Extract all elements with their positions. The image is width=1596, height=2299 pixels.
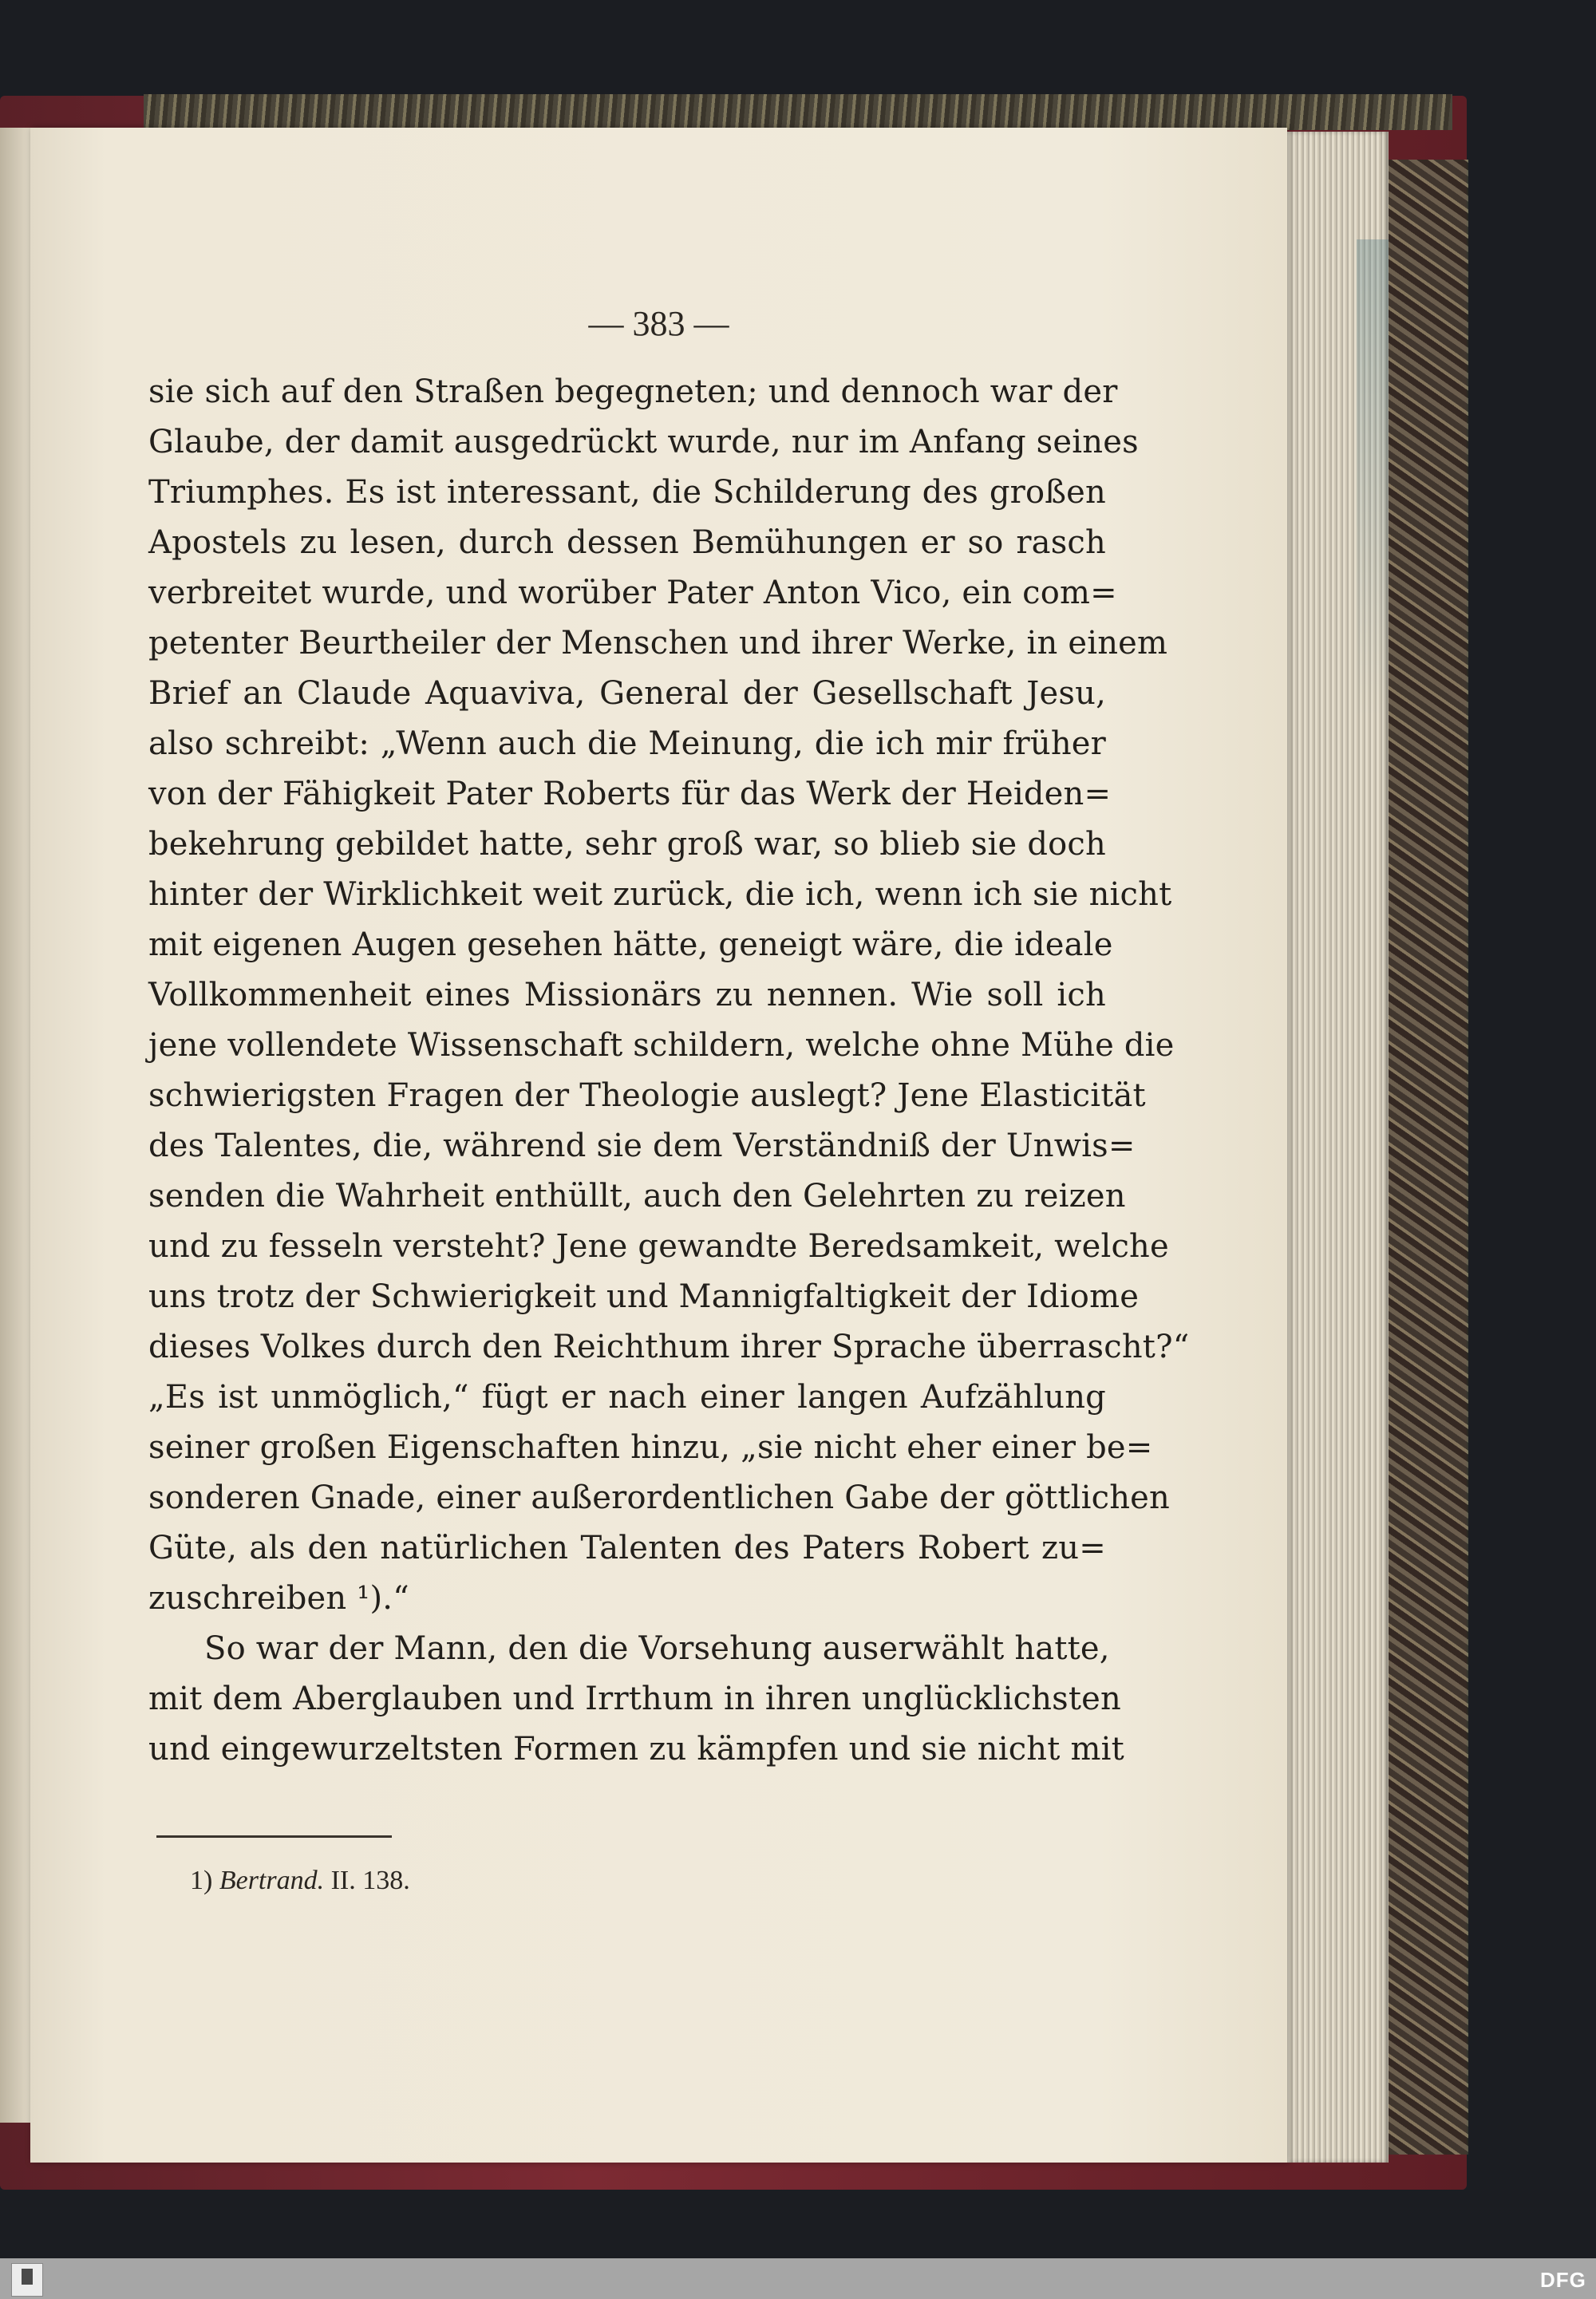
text-line: senden die Wahrheit enthüllt, auch den Gelehrten zu reizen — [148, 1178, 1126, 1215]
text-line: dieses Volkes durch den Reichthum ihrer Sprache überrascht?“ — [148, 1329, 1190, 1365]
body-text — [148, 367, 1190, 1775]
text-line: „Es ist unmöglich,“ fügt er nach einer langen Aufzählung — [148, 1379, 1106, 1416]
page-stack-tint — [1357, 239, 1389, 718]
text-line: sie sich auf den Straßen begegneten; und dennoch war der — [148, 373, 1118, 410]
footnote-marker: 1) — [190, 1866, 213, 1895]
text-line: und zu fesseln versteht? Jene gewandte Beredsamkeit, welche — [148, 1228, 1169, 1265]
text-line: petenter Beurtheiler der Menschen und ihrer Werke, in einem — [148, 625, 1168, 662]
text-line: seiner großen Eigenschaften hinzu, „sie nicht eher einer be= — [148, 1429, 1153, 1466]
book-cover-top-edge — [144, 94, 1452, 130]
text-line: jene vollendete Wissenschaft schildern, welche ohne Mühe die — [148, 1027, 1175, 1064]
page-number: — 383 — — [588, 304, 729, 343]
text-line: Güte, als den natürlichen Talenten des Paters Robert zu= — [148, 1530, 1106, 1566]
text-line: hinter der Wirklichkeit weit zurück, die ich, wenn ich sie nicht — [148, 876, 1172, 913]
text-line: Brief an Claude Aquaviva, General der Gesellschaft Jesu, — [148, 675, 1106, 712]
footnote-rule — [156, 1835, 392, 1838]
footnote-author: Bertrand. — [219, 1866, 325, 1895]
dfg-logo: DFG — [1540, 2268, 1586, 2292]
text-line: also schreibt: „Wenn auch die Meinung, die ich mir früher — [148, 725, 1106, 762]
book-page — [30, 128, 1287, 2163]
text-line: mit dem Aberglauben und Irrthum in ihren unglücklichsten — [148, 1681, 1122, 1717]
library-logo-icon — [11, 2263, 43, 2297]
marbled-edge — [1389, 160, 1468, 2155]
text-line: verbreitet wurde, und worüber Pater Anton Vico, ein com= — [148, 575, 1117, 611]
text-line: Apostels zu lesen, durch dessen Bemühungen er so rasch — [148, 524, 1106, 561]
text-line: Triumphes. Es ist interessant, die Schilderung des großen — [148, 474, 1106, 511]
text-line: von der Fähigkeit Pater Roberts für das Werk der Heiden= — [148, 776, 1112, 812]
text-line: Glaube, der damit ausgedrückt wurde, nur im Anfang seines — [148, 424, 1139, 460]
text-line: und eingewurzeltsten Formen zu kämpfen und sie nicht mit — [148, 1731, 1124, 1768]
text-line: bekehrung gebildet hatte, sehr groß war, so blieb sie doch — [148, 826, 1106, 863]
text-line: sonderen Gnade, einer außerordentlichen Gabe der göttlichen — [148, 1479, 1170, 1516]
text-line: zuschreiben ¹).“ — [148, 1580, 409, 1617]
footer-bar — [0, 2258, 1596, 2299]
text-line: So war der Mann, den die Vorsehung auserwählt hatte, — [204, 1630, 1110, 1667]
text-line: des Talentes, die, während sie dem Verständniß der Unwis= — [148, 1128, 1136, 1164]
text-line: schwierigsten Fragen der Theologie auslegt? Jene Elasticität — [148, 1077, 1146, 1114]
text-line: mit eigenen Augen gesehen hätte, geneigt wäre, die ideale — [148, 926, 1113, 963]
footnote — [190, 1866, 410, 1896]
text-line: Vollkommenheit eines Missionärs zu nennen. Wie soll ich — [148, 977, 1106, 1013]
text-line: uns trotz der Schwierigkeit und Mannigfaltigkeit der Idiome — [148, 1278, 1140, 1315]
left-page-edge — [0, 128, 30, 2123]
footnote-reference: II. 138. — [330, 1866, 410, 1895]
